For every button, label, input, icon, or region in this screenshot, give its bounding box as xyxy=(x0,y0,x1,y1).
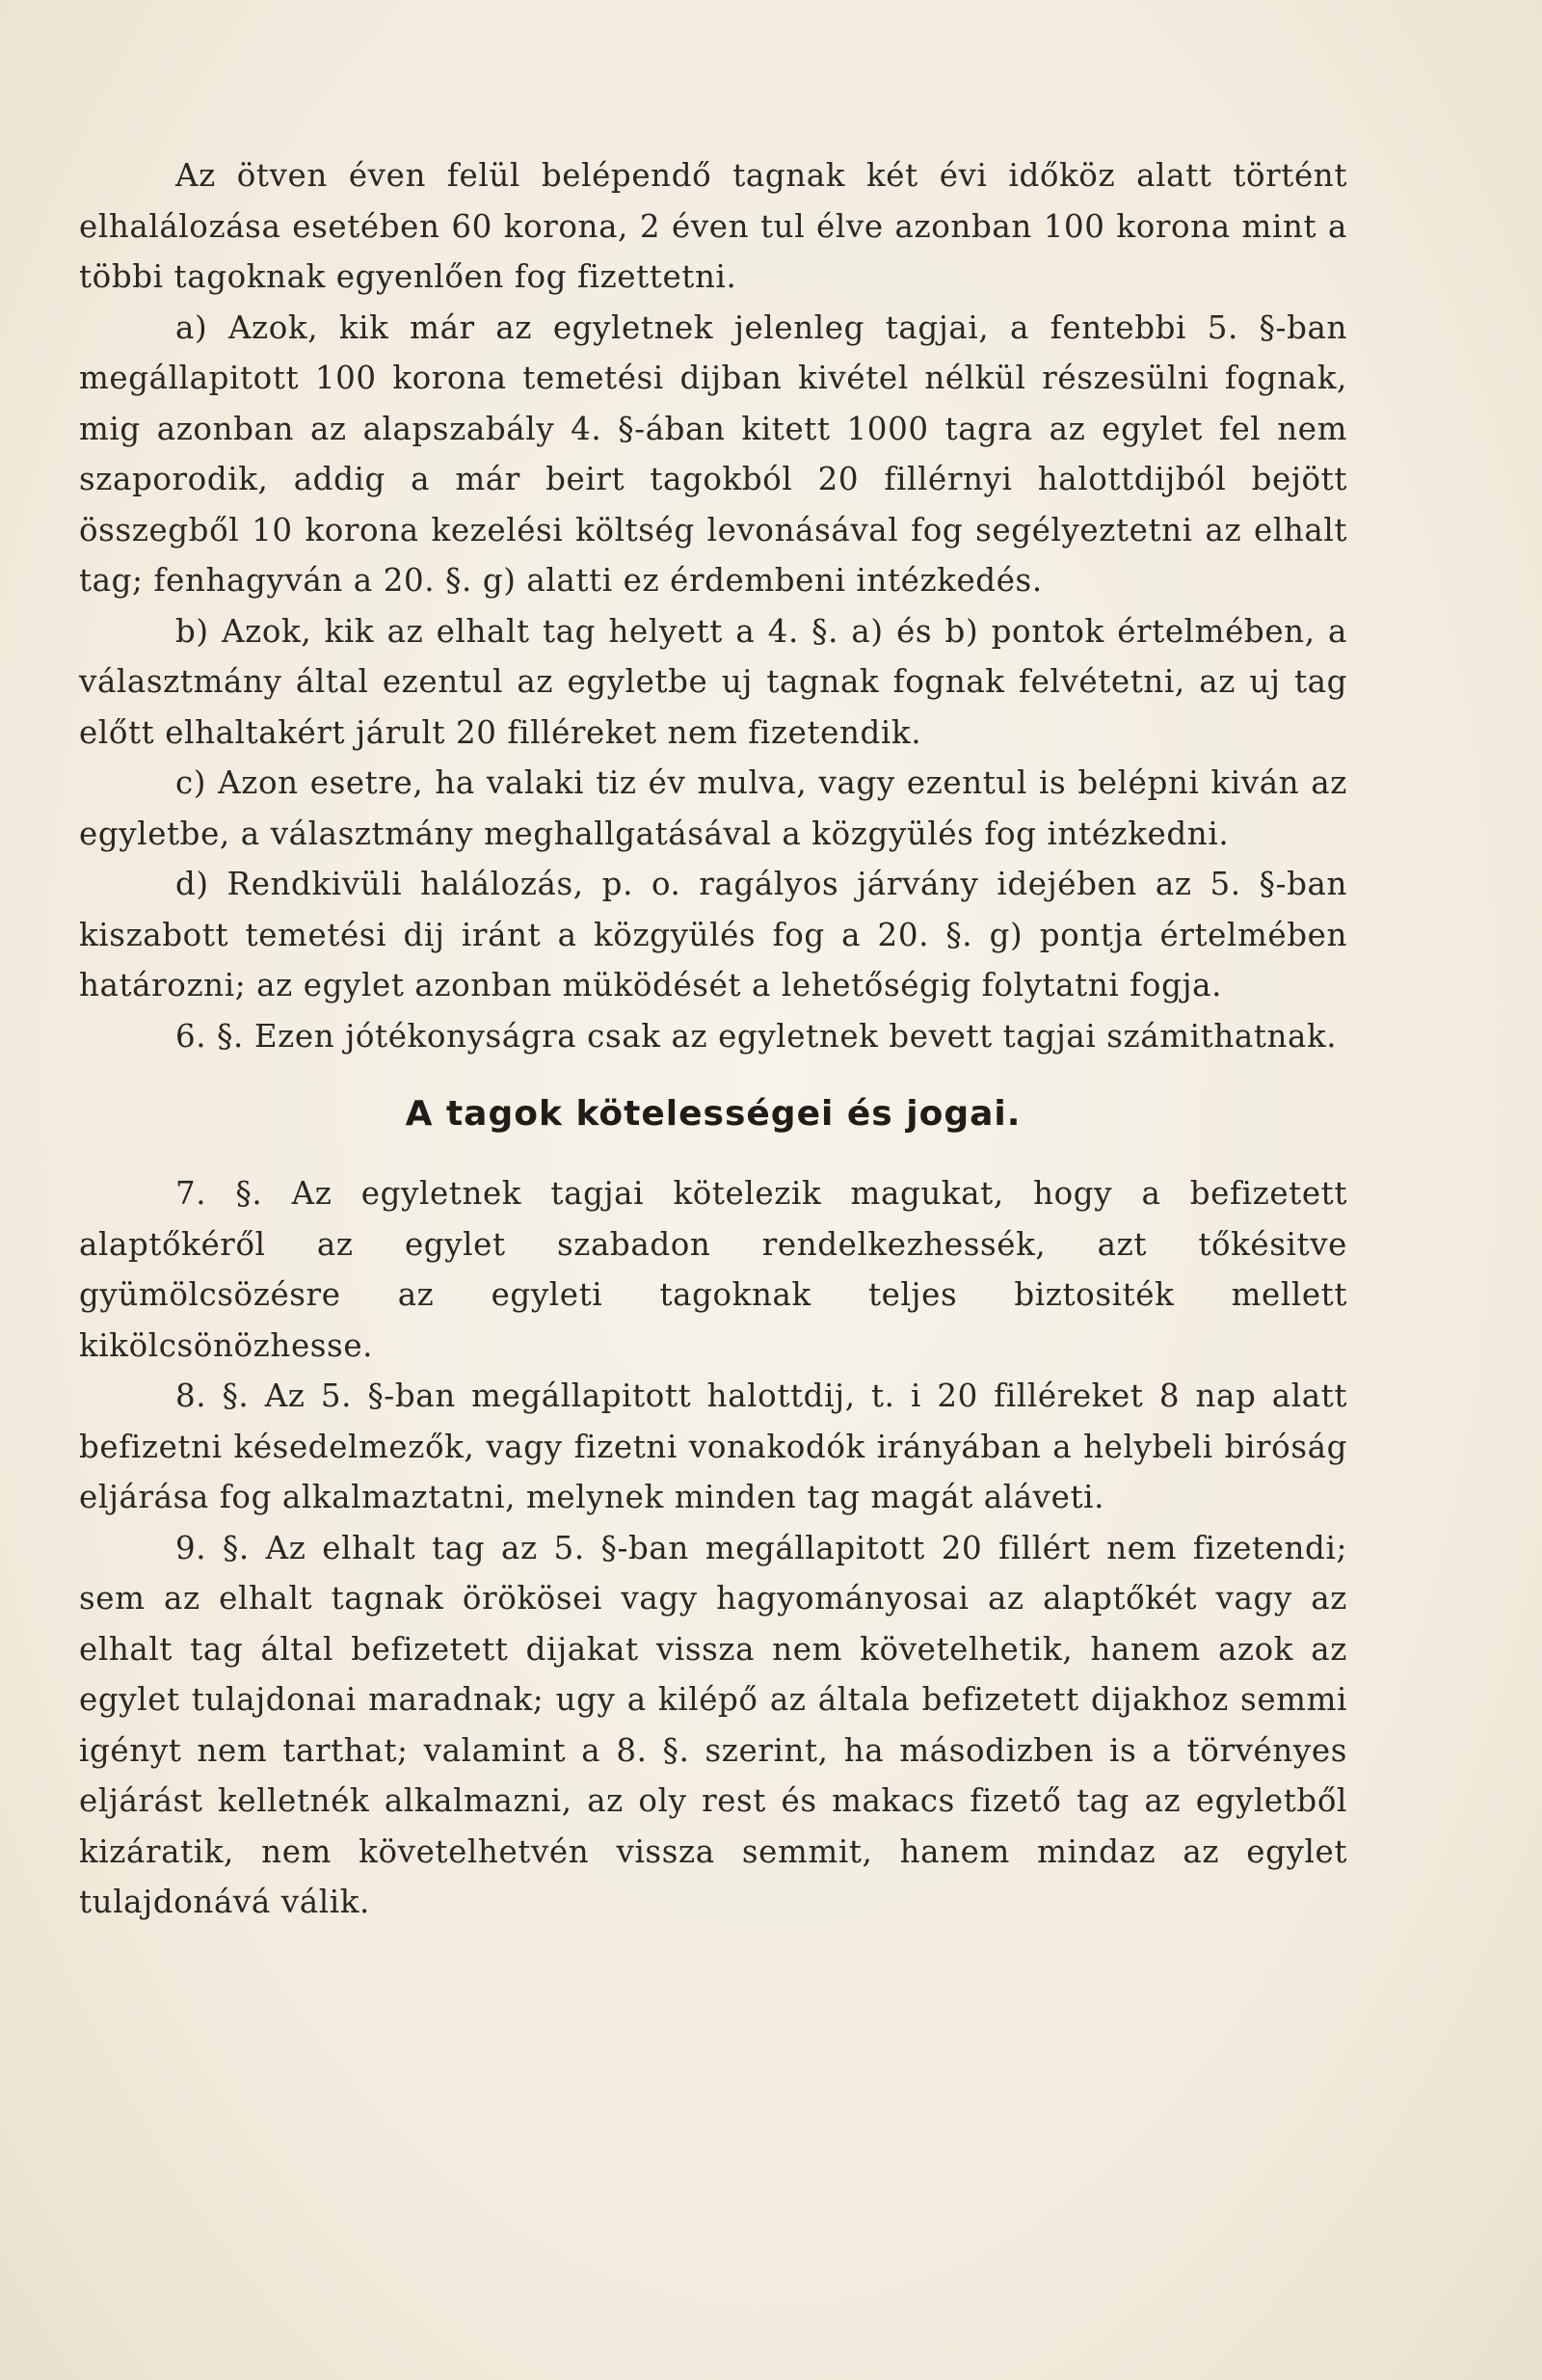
paragraph-a-current-members: a) Azok, kik már az egyletnek jelenleg tagjai, a fentebbi 5. §-ban megállapitott 100 korona temetési dijban kivétel nélkül részesülni fognak, mig azonban az alapszabály 4. §-ában kitett 1000 tagra az egylet fel nem szaporodik, addig a már beirt tagokból 20 fillérnyi halottdijból bejött összegből 10 korona kezelési költség levonásával fog segélyeztetni az elhalt tag; fenhagyván a 20. §. g) alatti ez érdembeni intézkedés. xyxy=(79,308,1347,599)
document-body xyxy=(79,150,1347,1928)
section-heading: A tagok kötelességei és jogai. xyxy=(405,1094,1022,1134)
paragraph-section-8: 8. §. Az 5. §-ban megállapitott halottdij, t. i 20 filléreket 8 nap alatt befizetni késedelmezők, vagy fizetni vonakodók irányában a helybeli biróság eljárása fog alkalmaztatni, melynek minden tag magát aláveti. xyxy=(79,1377,1347,1515)
paragraph-age-over-fifty: Az ötven éven felül belépendő tagnak két évi időköz alatt történt elhalálozása esetében 60 korona, 2 éven tul élve azonban 100 korona mint a többi tagoknak egyenlően fog fizettetni. xyxy=(79,157,1347,295)
paragraph-section-9: 9. §. Az elhalt tag az 5. §-ban megállapitott 20 fillért nem fizetendi; sem az elhalt tagnak örökösei vagy hagyományosai az alaptőkét vagy az elhalt tag által befizetett dijakat vissza nem követelhetik, hanem azok az egylet tulajdonai maradnak; ugy a kilépő az általa befizetett dijakhoz semmi igényt nem tarthat; valamint a 8. §. szerint, ha másodizben is a törvényes eljárást kelletnék alkalmazni, az oly rest és makacs fizető tag az egyletből kizáratik, nem követelhetvén vissza semmit, hanem mindaz az egylet tulajdonává válik. xyxy=(79,1529,1347,1920)
paragraph-d-extraordinary-deaths: d) Rendkivüli halálozás, p. o. ragályos járvány idejében az 5. §-ban kiszabott temetési dij iránt a közgyülés fog a 20. §. g) pontja értelmében határozni; az egylet azonban müködését a lehetőségig folytatni fogja. xyxy=(79,866,1347,1003)
paragraph-section-7: 7. §. Az egyletnek tagjai kötelezik magukat, hogy a befizetett alaptőkéről az egylet szabadon rendelkezhessék, azt tőkésitve gyümölcsözésre az egyleti tagoknak teljes biztositék mellett kikölcsönözhesse. xyxy=(79,1175,1347,1364)
paragraph-section-6: 6. §. Ezen jótékonyságra csak az egyletnek bevett tagjai számithatnak. xyxy=(175,1017,1338,1055)
paragraph-b-new-members: b) Azok, kik az elhalt tag helyett a 4. §. a) és b) pontok értelmében, a választmány által ezentul az egyletbe uj tagnak fognak felvétetni, az uj tag előtt elhaltakért járult 20 filléreket nem fizetendik. xyxy=(79,612,1347,751)
paragraph-c-ten-years: c) Azon esetre, ha valaki tiz év mulva, vagy ezentul is belépni kiván az egyletbe, a választmány meghallgatásával a közgyülés fog intézkedni. xyxy=(79,764,1347,852)
